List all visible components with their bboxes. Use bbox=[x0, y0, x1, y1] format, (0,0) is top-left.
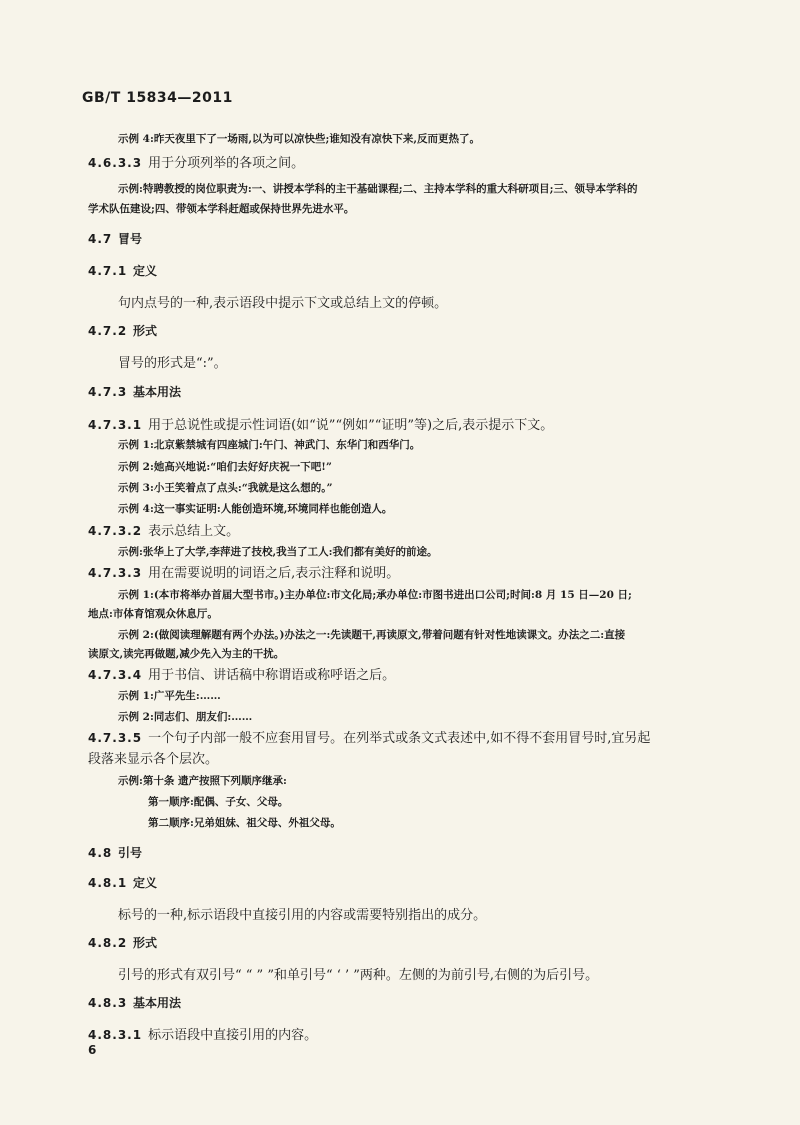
clause-4-7-3-2 bbox=[88, 520, 239, 539]
example-line: 示例 2:她高兴地说:“咱们去好好庆祝一下吧!” bbox=[118, 461, 332, 473]
example-line: 示例:特聘教授的岗位职责为:一、讲授本学科的主干基础课程;二、主持本学科的重大科研项目;三、领导本学科的 bbox=[118, 183, 638, 195]
section-number: 4.7 bbox=[88, 232, 113, 246]
example-line: 示例 2:同志们、朋友们:…… bbox=[118, 711, 253, 723]
clause-text: 用于总说性或提示性词语(如“说”“例如”“证明”等)之后,表示提示下文。 bbox=[148, 418, 554, 433]
section-4-8-1 bbox=[88, 874, 157, 891]
section-title: 形式 bbox=[133, 324, 158, 338]
example-line: 示例 4:这一事实证明:人能创造环境,环境同样也能创造人。 bbox=[118, 503, 393, 515]
example-line: 示例 2:(做阅读理解题有两个办法。)办法之一:先读题干,再读原文,带着问题有针对性地读课文。办法之二:直接 bbox=[118, 629, 626, 641]
example-line: 第一顺序:配偶、子女、父母。 bbox=[148, 796, 289, 808]
section-title: 冒号 bbox=[118, 232, 143, 246]
section-title: 引号 bbox=[118, 846, 143, 860]
section-4-7-3 bbox=[88, 383, 181, 400]
clause-number: 4.8.3.1 bbox=[88, 1028, 143, 1042]
example-line: 学术队伍建设;四、带领本学科赶超或保持世界先进水平。 bbox=[88, 203, 355, 215]
clause-text: 表示总结上文。 bbox=[148, 524, 240, 539]
section-4-7-2 bbox=[88, 322, 157, 339]
section-number: 4.7.3 bbox=[88, 385, 128, 399]
example-line: 示例 1:北京紫禁城有四座城门:午门、神武门、东华门和西华门。 bbox=[118, 439, 421, 451]
clause-text: 用于书信、讲话稿中称谓语或称呼语之后。 bbox=[148, 668, 396, 683]
clause-continuation: 段落来显示各个层次。 bbox=[88, 752, 219, 767]
clause-4-8-3-1 bbox=[88, 1024, 317, 1043]
section-number: 4.8.1 bbox=[88, 876, 128, 890]
body-paragraph: 冒号的形式是“:”。 bbox=[118, 356, 227, 371]
clause-number: 4.7.3.5 bbox=[88, 731, 143, 745]
section-number: 4.8.3 bbox=[88, 996, 128, 1010]
clause-4-7-3-3 bbox=[88, 562, 399, 581]
clause-4-7-3-5 bbox=[88, 727, 650, 746]
clause-number: 4.7.3.4 bbox=[88, 668, 143, 682]
clause-text: 一个句子内部一般不应套用冒号。在列举式或条文式表述中,如不得不套用冒号时,宜另起 bbox=[148, 731, 651, 746]
example-line: 示例 4:昨天夜里下了一场雨,以为可以凉快些;谁知没有凉快下来,反而更热了。 bbox=[118, 133, 481, 145]
example-line: 示例 3:小王笑着点了点头:“我就是这么想的。” bbox=[118, 482, 333, 494]
section-number: 4.7.1 bbox=[88, 264, 128, 278]
example-line: 第二顺序:兄弟姐妹、祖父母、外祖父母。 bbox=[148, 817, 341, 829]
section-title: 基本用法 bbox=[133, 385, 182, 399]
clause-text: 用于分项列举的各项之间。 bbox=[148, 156, 305, 171]
section-number: 4.8 bbox=[88, 846, 113, 860]
section-4-8-2 bbox=[88, 934, 157, 951]
section-4-7 bbox=[88, 230, 142, 247]
body-paragraph: 引号的形式有双引号“ “ ” ”和单引号“ ‘ ’ ”两种。左侧的为前引号,右侧的为后引号。 bbox=[118, 968, 599, 983]
clause-4-6-3-3 bbox=[88, 152, 304, 171]
example-line: 示例:张华上了大学,李萍进了技校,我当了工人:我们都有美好的前途。 bbox=[118, 546, 438, 558]
section-title: 基本用法 bbox=[133, 996, 182, 1010]
clause-4-7-3-4 bbox=[88, 664, 395, 683]
page-number: 6 bbox=[88, 1043, 97, 1057]
clause-number: 4.7.3.1 bbox=[88, 418, 143, 432]
clause-number: 4.7.3.2 bbox=[88, 524, 143, 538]
body-paragraph: 标号的一种,标示语段中直接引用的内容或需要特别指出的成分。 bbox=[118, 908, 487, 923]
section-title: 形式 bbox=[133, 936, 158, 950]
clause-text: 标示语段中直接引用的内容。 bbox=[148, 1028, 318, 1043]
section-number: 4.8.2 bbox=[88, 936, 128, 950]
section-4-8 bbox=[88, 844, 142, 861]
section-title: 定义 bbox=[133, 876, 158, 890]
standard-number: GB/T 15834—2011 bbox=[82, 90, 233, 106]
section-number: 4.7.2 bbox=[88, 324, 128, 338]
body-paragraph: 句内点号的一种,表示语段中提示下文或总结上文的停顿。 bbox=[118, 296, 448, 311]
example-line: 示例 1:(本市将举办首届大型书市。)主办单位:市文化局;承办单位:市图书进出口公司;时间:8 月 15 日—20 日; bbox=[118, 589, 632, 601]
clause-text: 用在需要说明的词语之后,表示注释和说明。 bbox=[148, 566, 400, 581]
section-4-8-3 bbox=[88, 994, 181, 1011]
example-line: 示例 1:广平先生:…… bbox=[118, 690, 221, 702]
section-title: 定义 bbox=[133, 264, 158, 278]
clause-4-7-3-1 bbox=[88, 414, 553, 433]
clause-number: 4.6.3.3 bbox=[88, 156, 143, 170]
clause-number: 4.7.3.3 bbox=[88, 566, 143, 580]
example-line: 地点:市体育馆观众休息厅。 bbox=[88, 608, 218, 620]
example-line: 读原文,读完再做题,减少先入为主的干扰。 bbox=[88, 648, 285, 660]
example-line: 示例:第十条 遗产按照下列顺序继承: bbox=[118, 775, 287, 787]
section-4-7-1 bbox=[88, 262, 157, 279]
